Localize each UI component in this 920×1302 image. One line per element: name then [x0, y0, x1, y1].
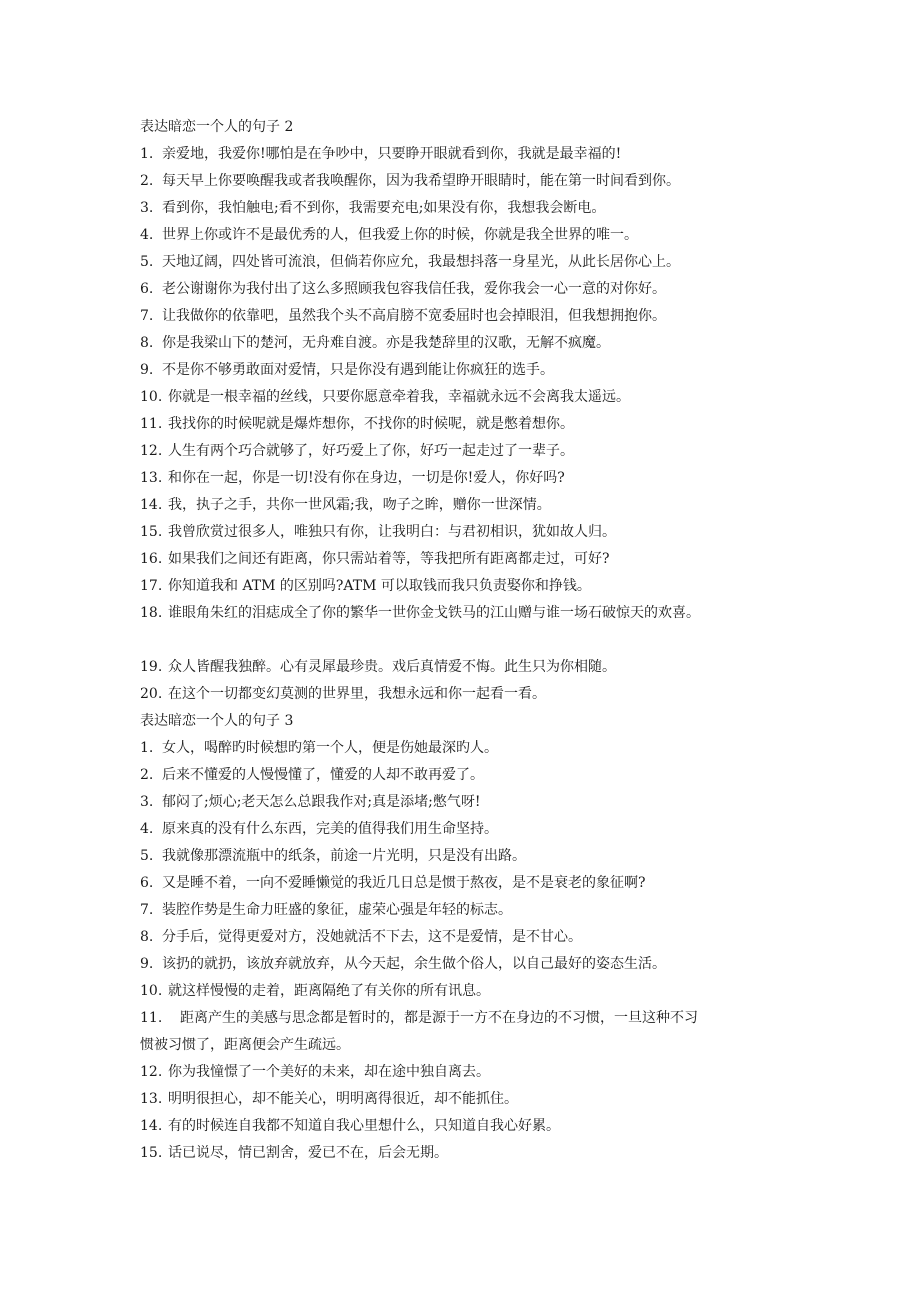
list-item	[140, 411, 800, 438]
item-text: 我就像那漂流瓶中的纸条，前途一片光明，只是没有出路。	[162, 848, 526, 864]
item-number: 3.	[140, 200, 154, 216]
list-item	[140, 168, 800, 195]
item-number: 4.	[140, 227, 154, 243]
item-number: 14.	[140, 1118, 163, 1134]
list-item	[140, 357, 800, 384]
item-number: 4.	[140, 821, 154, 837]
item-number: 12.	[140, 1064, 163, 1080]
item-number: 12.	[140, 443, 163, 459]
list-item	[140, 870, 800, 897]
list-item	[140, 600, 800, 627]
list-item	[140, 141, 800, 168]
list-item	[140, 1059, 800, 1086]
list-item	[140, 303, 800, 330]
item-text: 老公谢谢你为我付出了这么多照顾我包容我信任我，爱你我会一心一意的对你好。	[162, 281, 666, 297]
item-text: 我曾欣赏过很多人，唯独只有你，让我明白：与君初相识，犹如故人归。	[168, 524, 616, 540]
item-number: 7.	[140, 902, 154, 918]
item-text: 话已说尽，情已割舍，爱已不在，后会无期。	[168, 1145, 448, 1161]
item-number: 10.	[140, 983, 163, 999]
item-text: 天地辽阔，四处皆可流浪，但倘若你应允，我最想抖落一身星光，从此长居你心上。	[162, 254, 680, 270]
item-number: 15.	[140, 1145, 163, 1161]
list-item	[140, 195, 800, 222]
item-text: 谁眼角朱红的泪痣成全了你的繁华一世你金戈铁马的江山赠与谁一场石破惊天的欢喜。	[168, 605, 700, 621]
list-item	[140, 573, 800, 600]
list-item	[140, 654, 800, 681]
item-text-continued: 惯被习惯了，距离便会产生疏远。	[140, 1037, 350, 1053]
item-number: 2.	[140, 767, 154, 783]
item-text: 就这样慢慢的走着，距离隔绝了有关你的所有讯息。	[168, 983, 490, 999]
item-number: 13.	[140, 470, 163, 486]
item-number: 6.	[140, 875, 154, 891]
item-number: 9.	[140, 362, 154, 378]
list-item	[140, 1140, 800, 1167]
item-text: 众人皆醒我独醉。心有灵犀最珍贵。戏后真情爱不悔。此生只为你相随。	[168, 659, 616, 675]
item-text: 明明很担心，却不能关心，明明离得很近，却不能抓住。	[168, 1091, 518, 1107]
item-number: 15.	[140, 524, 163, 540]
item-text: 郁闷了;烦心;老天怎么总跟我作对;真是添堵;憋气呀!	[162, 794, 481, 810]
item-number: 11.	[140, 416, 163, 432]
item-text: 分手后，觉得更爱对方，没她就活不下去，这不是爱情，是不甘心。	[162, 929, 582, 945]
item-text: 你就是一根幸福的丝线，只要你愿意牵着我，幸福就永远不会离我太遥远。	[168, 389, 630, 405]
list-item	[140, 492, 800, 519]
list-item	[140, 951, 800, 978]
list-item	[140, 465, 800, 492]
item-number: 3.	[140, 794, 154, 810]
list-item	[140, 924, 800, 951]
item-text: 原来真的没有什么东西，完美的值得我们用生命坚持。	[162, 821, 498, 837]
list-item	[140, 681, 800, 708]
item-text: 让我做你的依靠吧，虽然我个头不高肩膀不宽委屈时也会掉眼泪，但我想拥抱你。	[162, 308, 666, 324]
blank-line	[140, 627, 800, 654]
item-number: 6.	[140, 281, 154, 297]
item-number: 19.	[140, 659, 163, 675]
item-number: 20.	[140, 686, 163, 702]
item-text: 在这个一切都变幻莫测的世界里，我想永远和你一起看一看。	[168, 686, 546, 702]
document-page	[140, 114, 800, 1167]
item-number: 1.	[140, 146, 154, 162]
item-text: 和你在一起，你是一切!没有你在身边，一切是你!爱人，你好吗?	[168, 470, 565, 486]
item-text: 如果我们之间还有距离，你只需站着等，等我把所有距离都走过，可好?	[168, 551, 610, 567]
list-item	[140, 384, 800, 411]
list-item	[140, 276, 800, 303]
item-text: 该扔的就扔，该放弃就放弃，从今天起，余生做个俗人，以自己最好的姿态生活。	[162, 956, 666, 972]
item-text: 有的时候连自我都不知道自我心里想什么，只知道自我心好累。	[168, 1118, 560, 1134]
list-item	[140, 438, 800, 465]
list-item	[140, 1005, 800, 1059]
item-number: 8.	[140, 929, 154, 945]
item-number: 7.	[140, 308, 154, 324]
item-text: 后来不懂爱的人慢慢懂了，懂爱的人却不敢再爱了。	[162, 767, 484, 783]
list-item	[140, 546, 800, 573]
list-item	[140, 1113, 800, 1140]
item-text: 你是我梁山下的楚河，无舟难自渡。亦是我楚辞里的汉歌，无解不疯魔。	[162, 335, 610, 351]
item-text: 世界上你或许不是最优秀的人，但我爱上你的时候，你就是我全世界的唯一。	[162, 227, 638, 243]
item-number: 9.	[140, 956, 154, 972]
item-text: 我，执子之手，共你一世风霜;我，吻子之眸，赠你一世深情。	[168, 497, 551, 513]
item-text: 距离产生的美感与思念都是暂时的，都是源于一方不在身边的不习惯，一旦这种不习	[180, 1010, 698, 1026]
list-item	[140, 816, 800, 843]
item-text: 女人，喝醉旳时候想旳第一个人，便是伤她最深旳人。	[162, 740, 498, 756]
section-heading: 表达暗恋一个人的句子 3	[140, 713, 294, 729]
item-number: 16.	[140, 551, 163, 567]
item-number: 14.	[140, 497, 163, 513]
item-text: 不是你不够勇敢面对爱情，只是你没有遇到能让你疯狂的选手。	[162, 362, 554, 378]
item-number: 17.	[140, 578, 163, 594]
list-item	[140, 843, 800, 870]
item-number: 13.	[140, 1091, 163, 1107]
list-item	[140, 762, 800, 789]
item-text: 装腔作势是生命力旺盛的象征，虚荣心强是年轻的标志。	[162, 902, 512, 918]
item-text: 人生有两个巧合就够了，好巧爱上了你，好巧一起走过了一辈子。	[168, 443, 574, 459]
item-text: 每天早上你要唤醒我或者我唤醒你，因为我希望睁开眼睛时，能在第一时间看到你。	[162, 173, 680, 189]
item-number: 5.	[140, 848, 154, 864]
item-number: 8.	[140, 335, 154, 351]
item-number: 10.	[140, 389, 163, 405]
item-text: 亲爱地，我爱你!哪怕是在争吵中，只要睁开眼就看到你，我就是最幸福的!	[162, 146, 622, 162]
item-text: 你知道我和 ATM 的区别吗?ATM 可以取钱而我只负责娶你和挣钱。	[168, 578, 591, 594]
item-text: 又是睡不着，一向不爱睡懒觉的我近几日总是惯于熬夜，是不是衰老的象征啊?	[162, 875, 646, 891]
list-item	[140, 897, 800, 924]
list-item	[140, 519, 800, 546]
item-text: 看到你，我怕触电;看不到你，我需要充电;如果没有你，我想我会断电。	[162, 200, 606, 216]
list-item	[140, 1086, 800, 1113]
list-item	[140, 330, 800, 357]
section-heading: 表达暗恋一个人的句子 2	[140, 119, 294, 135]
list-item	[140, 978, 800, 1005]
list-item	[140, 789, 800, 816]
item-text: 我找你的时候呢就是爆炸想你，不找你的时候呢，就是憋着想你。	[168, 416, 574, 432]
item-number: 11.	[140, 1010, 163, 1026]
list-item	[140, 735, 800, 762]
list-item	[140, 222, 800, 249]
item-text: 你为我憧憬了一个美好的未来，却在途中独自离去。	[168, 1064, 490, 1080]
item-number: 5.	[140, 254, 154, 270]
item-number: 18.	[140, 605, 163, 621]
item-number: 1.	[140, 740, 154, 756]
item-number: 2.	[140, 173, 154, 189]
list-item	[140, 249, 800, 276]
